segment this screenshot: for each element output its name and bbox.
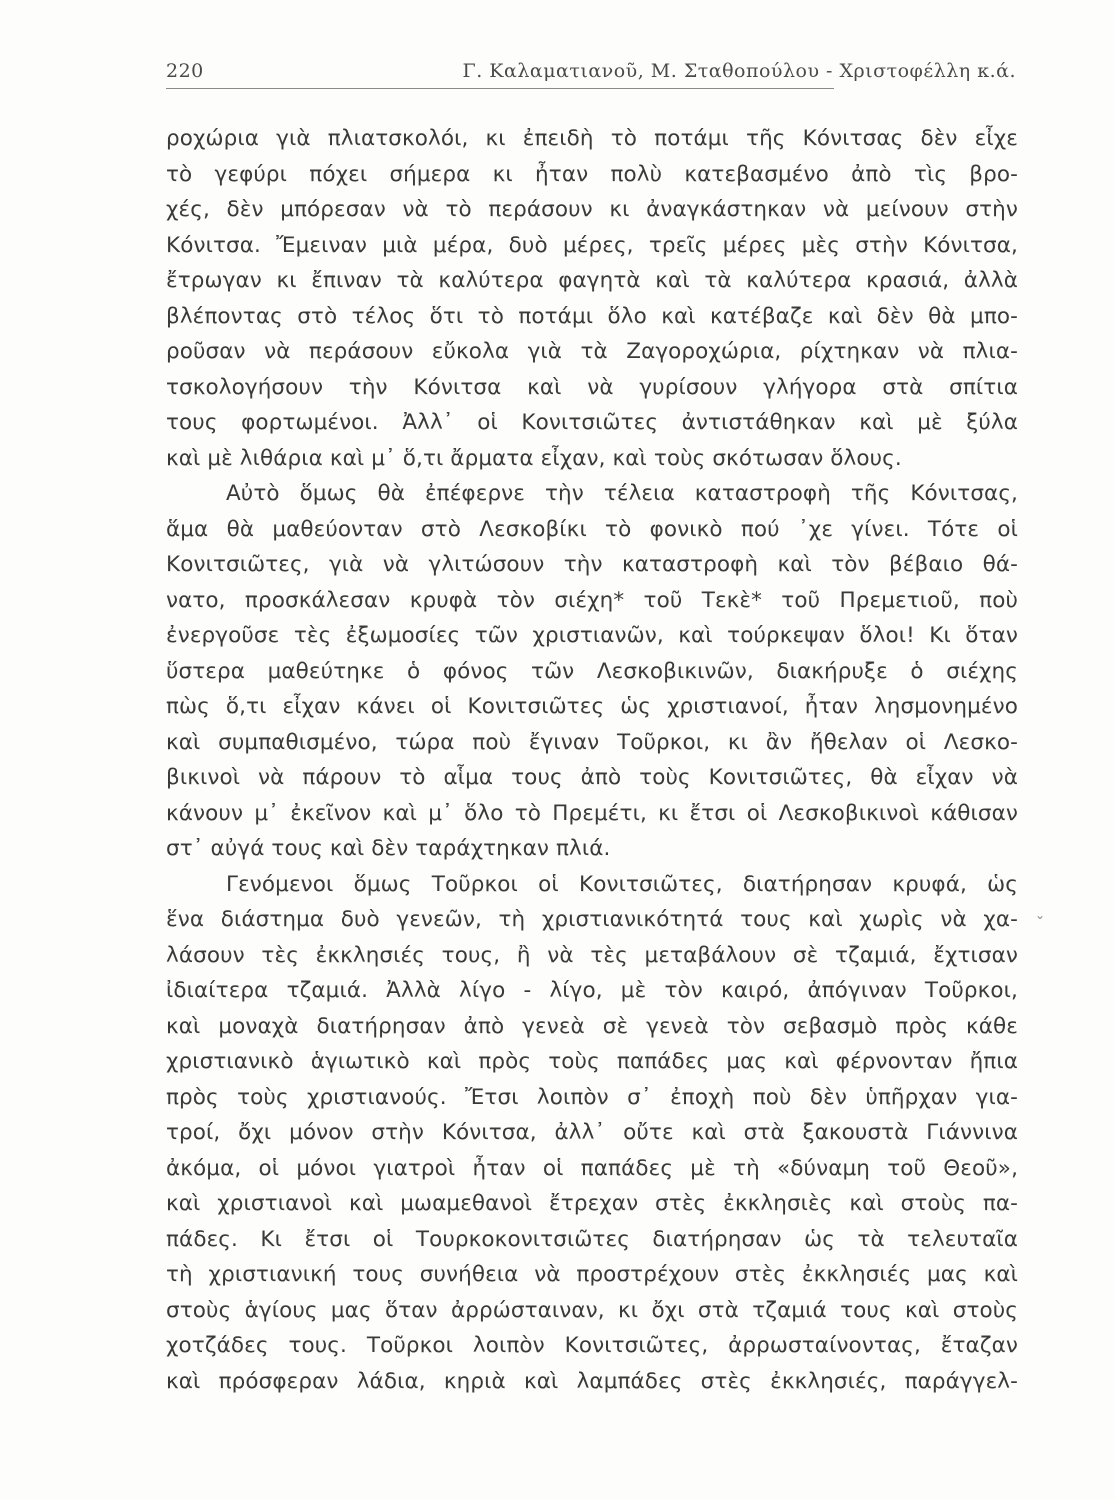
text-line: λάσουν τὲς ἐκκλησιές τους, ἢ νὰ τὲς μεταβάλουν σὲ τζαμιά, ἔχτισαν (166, 942, 1018, 968)
text-line: καὶ πρόσφεραν λάδια, κηριὰ καὶ λαμπάδες στὲς ἐκκλησιές, παράγγελ- (166, 1368, 1018, 1394)
text-line: Κονιτσιῶτες, γιὰ νὰ γλιτώσουν τὴν καταστροφὴ καὶ τὸν βέβαιο θά- (166, 552, 1018, 577)
text-line: κάνουν μ᾽ ἐκεῖνον καὶ μ᾽ ὅλο τὸ Πρεμέτι, κι ἔτσι οἱ Λεσκοβικινοὶ κάθισαν (166, 800, 1018, 826)
text-line: Γενόμενοι ὅμως Τοῦρκοι οἱ Κονιτσιῶτες, διατήρησαν κρυφά, ὡς (226, 871, 1018, 897)
text-line: τροί, ὄχι μόνον στὴν Κόνιτσα, ἀλλ᾽ οὔτε καὶ στὰ ξακουστὰ Γιάννινα (166, 1120, 1018, 1145)
running-head: Γ. Καλαματιανοῦ, Μ. Σταθοπούλου - Χριστοφέλλη κ.ά. (462, 60, 1016, 82)
text-line: πάδες. Κι ἔτσι οἱ Τουρκοκονιτσιῶτες διατήρησαν ὡς τὰ τελευταῖα (166, 1226, 1018, 1252)
page-header (166, 60, 1016, 90)
text-line: πρὸς τοὺς χριστιανούς. Ἔτσι λοιπὸν σ᾽ ἐποχὴ ποὺ δὲν ὑπῆρχαν για- (166, 1084, 1018, 1110)
text-line: ἕνα διάστημα δυὸ γενεῶν, τὴ χριστιανικότητά τους καὶ χωρὶς νὰ χα- (166, 907, 1018, 932)
text-line: στ᾽ αὐγά τους καὶ δὲν ταράχτηκαν πλιά. (166, 836, 611, 861)
text-line: πὼς ὅ,τι εἶχαν κάνει οἱ Κονιτσιῶτες ὡς χριστιανοί, ἦταν λησμονημένο (166, 694, 1018, 719)
text-line: ἀκόμα, οἱ μόνοι γιατροὶ ἦταν οἱ παπάδες μὲ τὴ «δύναμη τοῦ Θεοῦ», (166, 1155, 1018, 1181)
text-line: χριστιανικὸ ἁγιωτικὸ καὶ πρὸς τοὺς παπάδες μας καὶ φέρνονταν ἤπια (166, 1049, 1018, 1074)
text-line: χοτζάδες τους. Τοῦρκοι λοιπὸν Κονιτσιῶτες, ἀρρωσταίνοντας, ἔταζαν (166, 1333, 1018, 1358)
text-line: ὕστερα μαθεύτηκε ὁ φόνος τῶν Λεσκοβικινῶν, διακήρυξε ὁ σιέχης (166, 658, 1018, 684)
text-line: τους φορτωμένοι. Ἀλλ᾽ οἱ Κονιτσιῶτες ἀντιστάθηκαν καὶ μὲ ξύλα (166, 410, 1018, 435)
text-line: ροχώρια γιὰ πλιατσκολόι, κι ἐπειδὴ τὸ ποτάμι τῆς Κόνιτσας δὲν εἶχε (166, 126, 1018, 151)
text-line: νατο, προσκάλεσαν κρυφὰ τὸν σιέχη* τοῦ Τεκὲ* τοῦ Πρεμετιοῦ, ποὺ (166, 587, 1018, 613)
text-line: ἐνεργοῦσε τὲς ἐξωμοσίες τῶν χριστιανῶν, καὶ τούρκεψαν ὅλοι! Κι ὅταν (166, 623, 1018, 648)
page-number: 220 (166, 60, 204, 82)
text-line: ἰδιαίτερα τζαμιά. Ἀλλὰ λίγο - λίγο, μὲ τὸν καιρό, ἀπόγιναν Τοῦρκοι, (166, 978, 1018, 1003)
header-rule (166, 88, 834, 89)
text-line: καὶ συμπαθισμένο, τώρα ποὺ ἔγιναν Τοῦρκοι, κι ἂν ἤθελαν οἱ Λεσκο- (166, 729, 1018, 755)
text-line: στοὺς ἁγίους μας ὅταν ἀρρώσταιναν, κι ὄχι στὰ τζαμιά τους καὶ στοὺς (166, 1297, 1018, 1323)
text-line: καὶ μὲ λιθάρια καὶ μ᾽ ὅ,τι ἄρματα εἶχαν, καὶ τοὺς σκότωσαν ὅλους. (166, 445, 902, 471)
text-line: καὶ χριστιανοὶ καὶ μωαμεθανοὶ ἔτρεχαν στὲς ἐκκλησιὲς καὶ στοὺς πα- (166, 1191, 1018, 1216)
text-line: ροῦσαν νὰ περάσουν εὔκολα γιὰ τὰ Ζαγοροχώρια, ρίχτηκαν νὰ πλια- (166, 339, 1018, 364)
margin-mark: ⌄ (1035, 908, 1046, 922)
text-line: τὴ χριστιανική τους συνήθεια νὰ προστρέχουν στὲς ἐκκλησιές μας καὶ (166, 1262, 1018, 1287)
text-line: χές, δὲν μπόρεσαν νὰ τὸ περάσουν κι ἀναγκάστηκαν νὰ μείνουν στὴν (166, 197, 1018, 222)
text-line: καὶ μοναχὰ διατήρησαν ἀπὸ γενεὰ σὲ γενεὰ τὸν σεβασμὸ πρὸς κάθε (166, 1013, 1018, 1039)
text-line: βικινοὶ νὰ πάρουν τὸ αἷμα τους ἀπὸ τοὺς Κονιτσιῶτες, θὰ εἶχαν νὰ (166, 765, 1018, 790)
text-line: ἔτρωγαν κι ἔπιναν τὰ καλύτερα φαγητὰ καὶ τὰ καλύτερα κρασιά, ἀλλὰ (166, 268, 1018, 293)
text-line: Αὐτὸ ὅμως θὰ ἐπέφερνε τὴν τέλεια καταστροφὴ τῆς Κόνιτσας, (226, 481, 1018, 506)
text-line: Κόνιτσα. Ἔμειναν μιὰ μέρα, δυὸ μέρες, τρεῖς μέρες μὲς στὴν Κόνιτσα, (166, 232, 1018, 258)
body-text (166, 121, 1018, 1399)
text-line: βλέποντας στὸ τέλος ὅτι τὸ ποτάμι ὅλο καὶ κατέβαζε καὶ δὲν θὰ μπο- (166, 303, 1018, 329)
text-line: τσκολογήσουν τὴν Κόνιτσα καὶ νὰ γυρίσουν γλήγορα στὰ σπίτια (166, 374, 1018, 400)
text-line: τὸ γεφύρι πόχει σήμερα κι ἦταν πολὺ κατεβασμένο ἀπὸ τὶς βρο- (166, 161, 1018, 187)
text-line: ἅμα θὰ μαθεύονταν στὸ Λεσκοβίκι τὸ φονικὸ πού ᾽χε γίνει. Τότε οἱ (166, 516, 1018, 542)
